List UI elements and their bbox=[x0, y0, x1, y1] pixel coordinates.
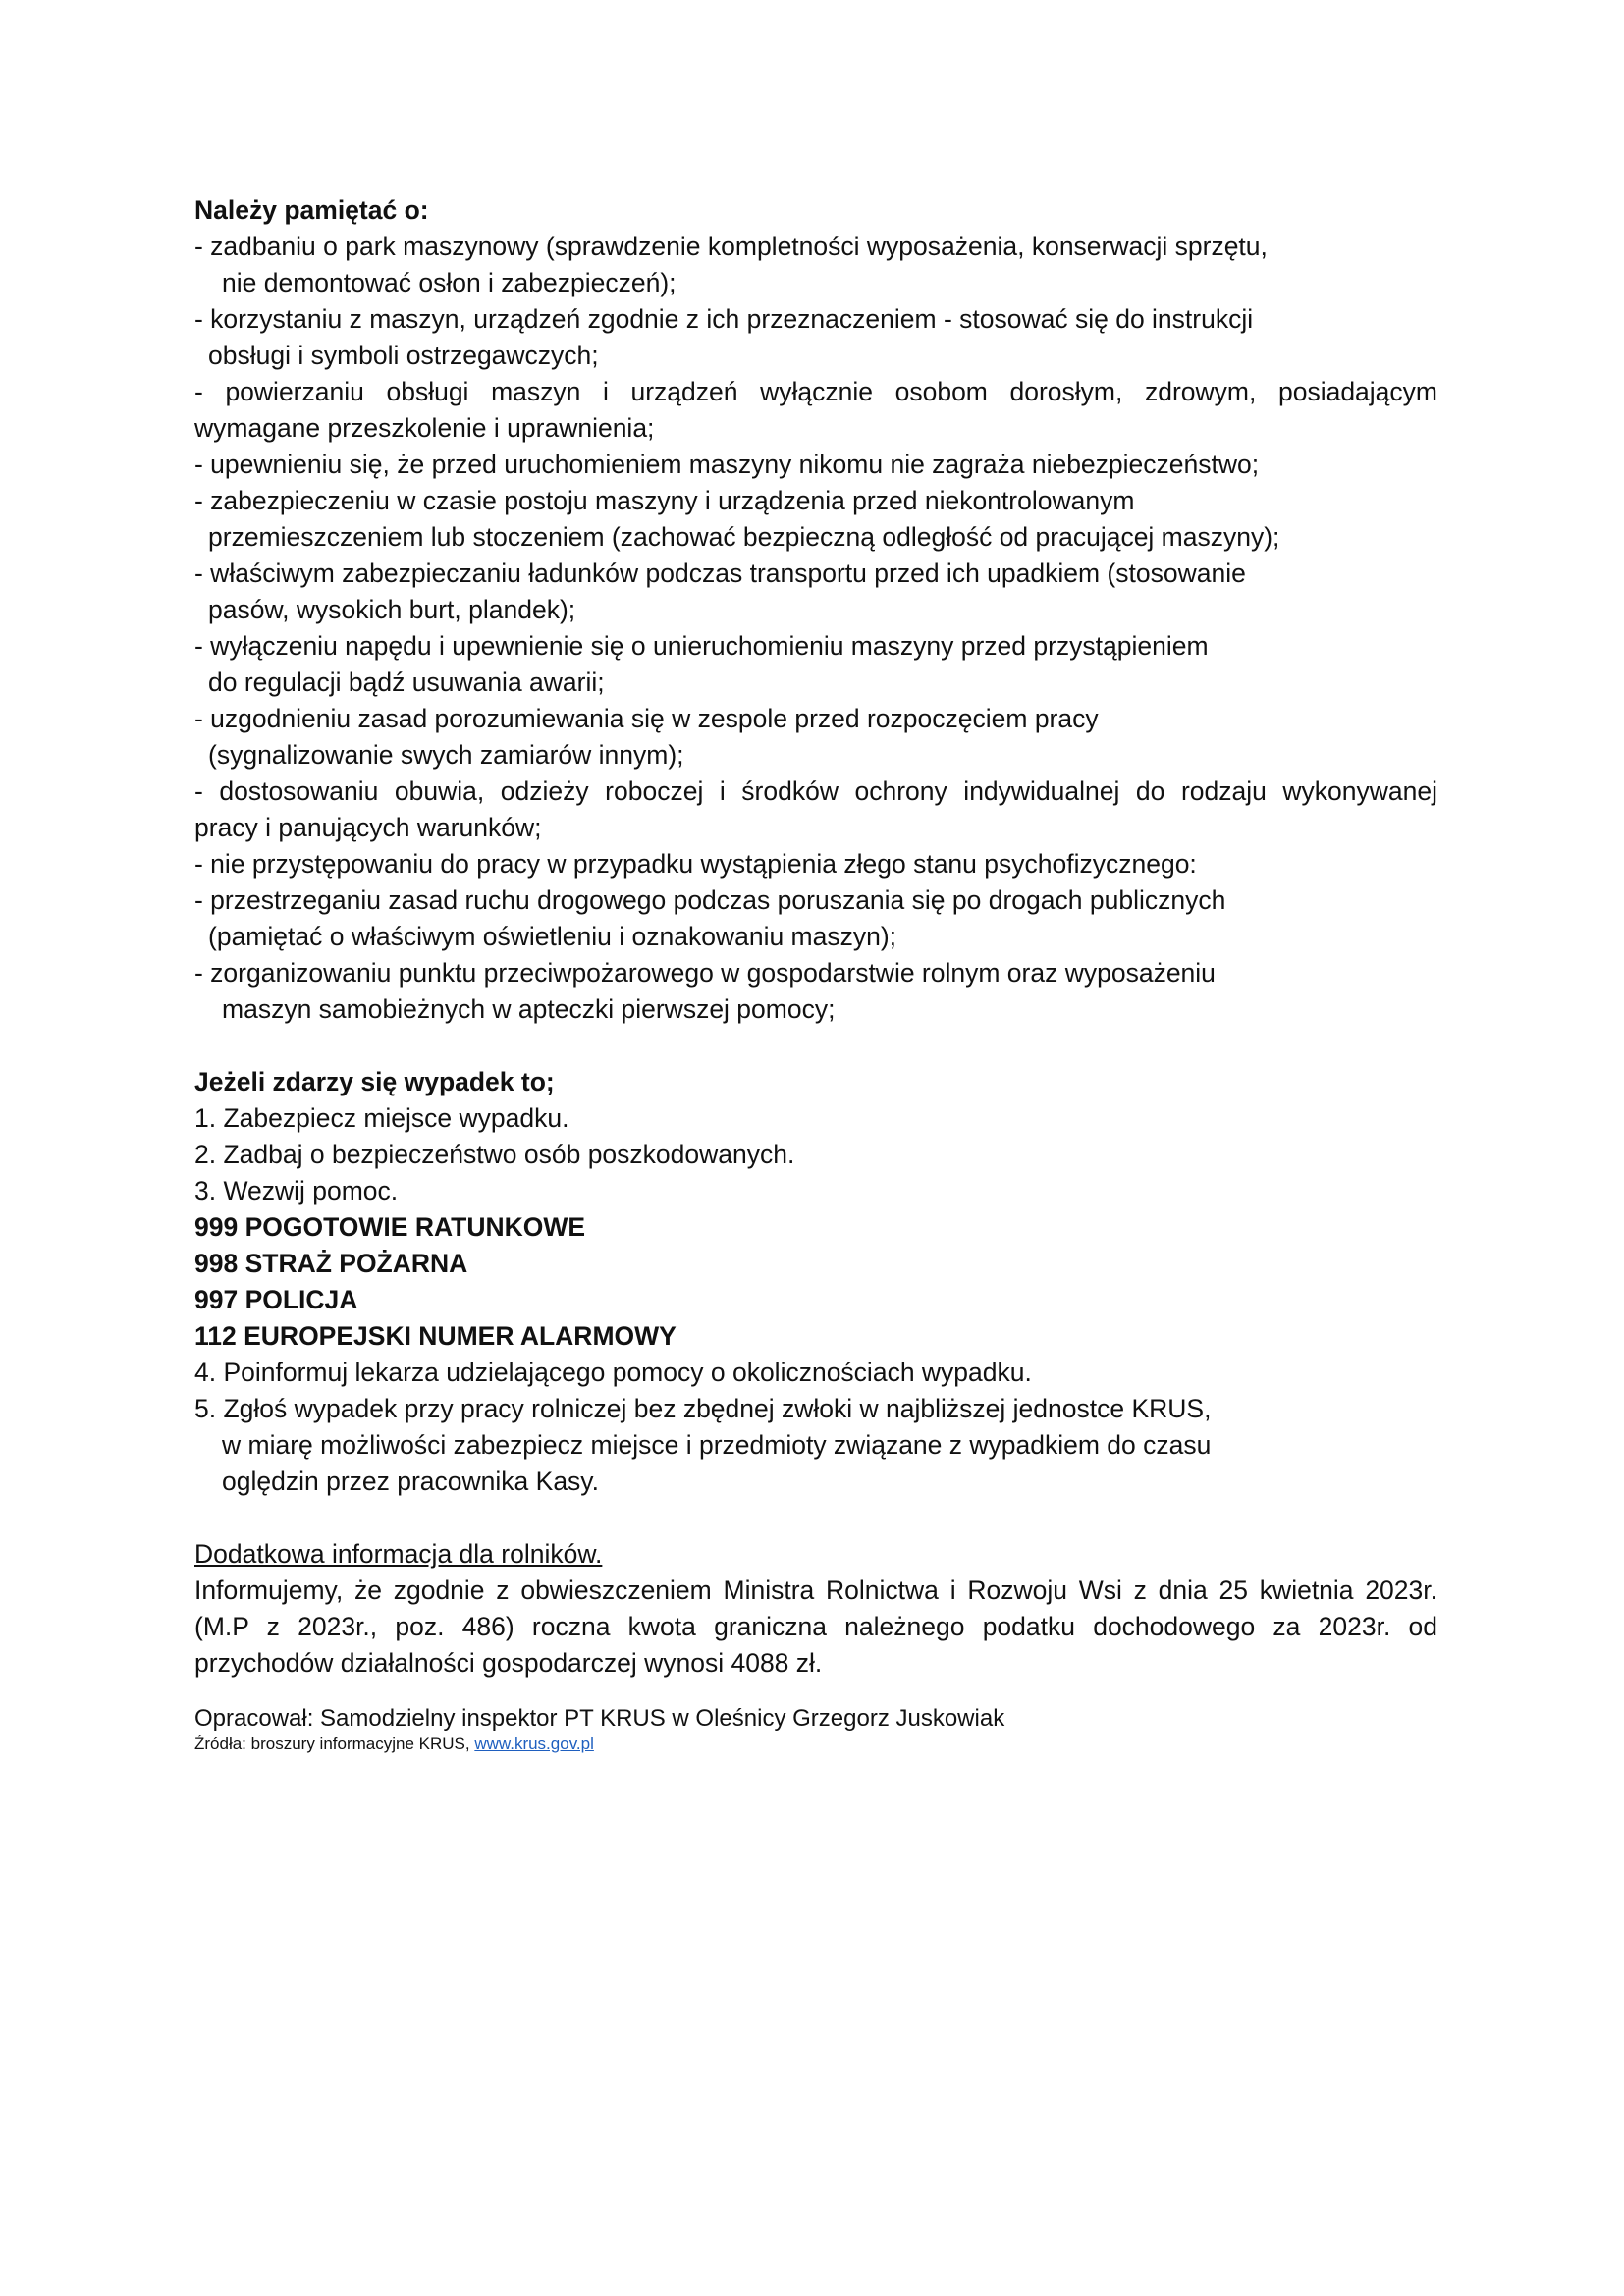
remember-line: pasów, wysokich burt, plandek); bbox=[208, 595, 576, 624]
remember-line: - upewnieniu się, że przed uruchomieniem maszyny nikomu nie zagraża niebezpieczeństwo; bbox=[194, 450, 1260, 479]
info-line: przychodów działalności gospodarczej wynosi 4088 zł. bbox=[194, 1648, 823, 1678]
remember-line: przemieszczeniem lub stoczeniem (zachować bezpieczną odległość od pracującej maszyny); bbox=[208, 522, 1280, 552]
emergency-number-police: 997 POLICJA bbox=[194, 1285, 358, 1314]
accident-step: 4. Poinformuj lekarza udzielającego pomocy o okolicznościach wypadku. bbox=[194, 1358, 1032, 1387]
sources-label: Źródła: broszury informacyjne KRUS, bbox=[194, 1735, 475, 1753]
remember-heading: Należy pamiętać o: bbox=[194, 195, 429, 225]
accident-step: 1. Zabezpiecz miejsce wypadku. bbox=[194, 1103, 569, 1133]
accident-step-continuation: w miarę możliwości zabezpiecz miejsce i przedmioty związane z wypadkiem do czasu bbox=[222, 1430, 1212, 1460]
emergency-number-ambulance: 999 POGOTOWIE RATUNKOWE bbox=[194, 1212, 586, 1242]
accident-heading: Jeżeli zdarzy się wypadek to; bbox=[194, 1067, 555, 1096]
remember-line: wymagane przeszkolenie i uprawnienia; bbox=[194, 413, 655, 443]
remember-line: - zadbaniu o park maszynowy (sprawdzenie kompletności wyposażenia, konserwacji sprzętu, bbox=[194, 232, 1268, 261]
author-note: Opracował: Samodzielny inspektor PT KRUS w Oleśnicy Grzegorz Juskowiak bbox=[194, 1705, 1005, 1732]
remember-line: - korzystaniu z maszyn, urządzeń zgodnie z ich przeznaczeniem - stosować się do instrukcji bbox=[194, 304, 1254, 334]
remember-line: - powierzaniu obsługi maszyn i urządzeń wyłącznie osobom dorosłym, zdrowym, posiadającym bbox=[194, 377, 1437, 406]
remember-line: nie demontować osłon i zabezpieczeń); bbox=[222, 268, 677, 297]
section-spacer bbox=[194, 1682, 1437, 1703]
remember-line: pracy i panujących warunków; bbox=[194, 813, 542, 842]
remember-line: - zabezpieczeniu w czasie postoju maszyny i urządzenia przed niekontrolowanym bbox=[194, 486, 1135, 515]
accident-step: 5. Zgłoś wypadek przy pracy rolniczej bez zbędnej zwłoki w najbliższej jednostce KRUS, bbox=[194, 1394, 1212, 1423]
document-content bbox=[194, 192, 1437, 1754]
remember-line: - uzgodnieniu zasad porozumiewania się w zespole przed rozpoczęciem pracy bbox=[194, 704, 1099, 733]
accident-step: 3. Wezwij pomoc. bbox=[194, 1176, 399, 1205]
remember-line: obsługi i symboli ostrzegawczych; bbox=[208, 341, 599, 370]
remember-line: (pamiętać o właściwym oświetleniu i oznakowaniu maszyn); bbox=[208, 922, 897, 951]
remember-line: - wyłączeniu napędu i upewnienie się o unieruchomieniu maszyny przed przystąpieniem bbox=[194, 631, 1209, 661]
remember-line: - przestrzeganiu zasad ruchu drogowego podczas poruszania się po drogach publicznych bbox=[194, 885, 1226, 915]
info-heading: Dodatkowa informacja dla rolników. bbox=[194, 1539, 603, 1569]
info-line: Informujemy, że zgodnie z obwieszczeniem Ministra Rolnictwa i Rozwoju Wsi z dnia 25 kwietnia 2023r. bbox=[194, 1575, 1437, 1605]
remember-line: (sygnalizowanie swych zamiarów innym); bbox=[208, 740, 684, 770]
remember-line: maszyn samobieżnych w apteczki pierwszej pomocy; bbox=[222, 994, 836, 1024]
section-spacer bbox=[194, 1028, 1437, 1064]
remember-line: do regulacji bądź usuwania awarii; bbox=[208, 667, 605, 697]
info-line: (M.P z 2023r., poz. 486) roczna kwota graniczna należnego podatku dochodowego za 2023r. od bbox=[194, 1612, 1437, 1641]
accident-step: 2. Zadbaj o bezpieczeństwo osób poszkodowanych. bbox=[194, 1140, 795, 1169]
krus-website-link[interactable]: www.krus.gov.pl bbox=[474, 1735, 594, 1753]
remember-line: - nie przystępowaniu do pracy w przypadku wystąpienia złego stanu psychofizycznego: bbox=[194, 849, 1197, 879]
emergency-number-fire: 998 STRAŻ POŻARNA bbox=[194, 1249, 468, 1278]
remember-line: - właściwym zabezpieczaniu ładunków podczas transportu przed ich upadkiem (stosowanie bbox=[194, 559, 1246, 588]
sources-note bbox=[194, 1735, 1437, 1754]
emergency-number-european: 112 EUROPEJSKI NUMER ALARMOWY bbox=[194, 1321, 677, 1351]
remember-line: - zorganizowaniu punktu przeciwpożarowego w gospodarstwie rolnym oraz wyposażeniu bbox=[194, 958, 1216, 988]
section-spacer bbox=[194, 1500, 1437, 1536]
accident-step-continuation: oględzin przez pracownika Kasy. bbox=[222, 1467, 599, 1496]
remember-line: - dostosowaniu obuwia, odzieży roboczej i środków ochrony indywidualnej do rodzaju wykonywanej bbox=[194, 776, 1437, 806]
